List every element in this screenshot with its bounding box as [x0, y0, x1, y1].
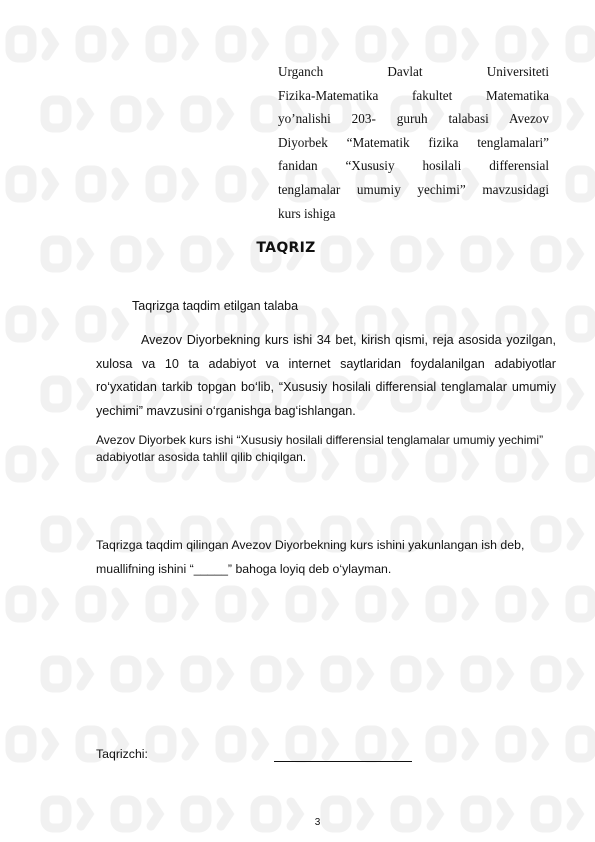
- page-number: 3: [314, 817, 321, 828]
- recipient-address: [278, 60, 549, 225]
- address-line: Diyorbek “Matematik fizika tenglamalari”: [278, 134, 549, 150]
- address-line: fanidan “Xususiy hosilali differensial: [278, 158, 549, 174]
- address-line: Urganch Davlat Universiteti: [278, 64, 549, 79]
- reviewer-signature-block: [96, 747, 426, 761]
- grade-statement: Taqrizga taqdim qilingan Avezov Diyorbekning kurs ishini yakunlangan ish deb, muallifning ishini “_____” bahoga loyiq deb o‘ylayman.: [96, 538, 525, 576]
- subject-label: Taqrizga taqdim etilgan talaba: [132, 299, 299, 313]
- address-line: tenglamalar umumiy yechimi” mavzusidagi: [278, 181, 549, 197]
- signature-line: [274, 761, 412, 762]
- review-paragraph: Avezov Diyorbekning kurs ishi 34 bet, kirish qismi, reja asosida yozilgan, xulosa va 10 ta adabiyot va internet saytlaridan foydalanilgan adabiyotlar ro‘yxatidan tarkib topgan bo‘lib, “Xususiy hosilali differensial tenglamalar umumiy yechimi” mavzusini o‘rganishga bag‘ishlangan.: [96, 333, 556, 418]
- reviewer-label: Taqrizchi:: [96, 747, 148, 761]
- address-line: Fizika-Matematika fakultet Matematika: [278, 87, 549, 103]
- address-line: kurs ishiga: [278, 205, 336, 221]
- review-summary: Avezov Diyorbek kurs ishi “Xususiy hosilali differensial tenglamalar umumiy yechimi” adabiyotlar asosida tahlil qilib chiqilgan.: [96, 433, 544, 464]
- address-line: yo’nalishi 203- guruh talabasi Avezov: [278, 111, 549, 127]
- document-title: TAQRIZ: [256, 240, 316, 256]
